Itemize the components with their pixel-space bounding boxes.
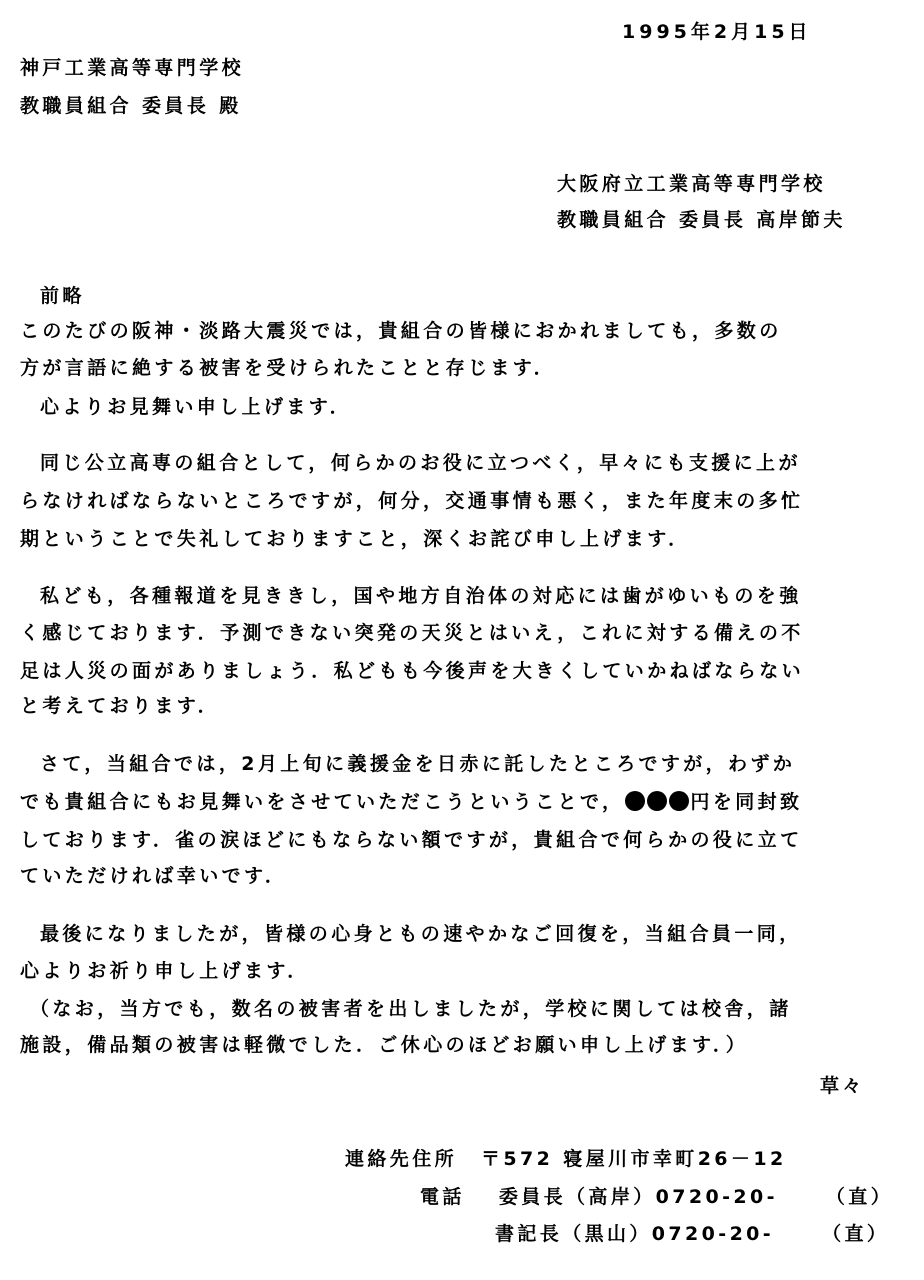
recipient-school: 神戸工業高等専門学校 (20, 57, 245, 79)
paragraph-4-line-3: しております．雀の涙ほどにもならない額ですが，貴組合で何らかの役に立て (20, 829, 803, 851)
paragraph-4-line-4: ていただければ幸いです． (20, 865, 288, 887)
phone-1-suffix: （直） (825, 1186, 894, 1208)
redacted-amount (624, 791, 690, 813)
paragraph-5-line-2: 心よりお祈り申し上げます． (20, 960, 310, 982)
paragraph-3-line-4: と考えております． (20, 695, 221, 717)
paragraph-3-line-3: 足は人災の面がありましょう．私どもも今後声を大きくしていかねばならない (20, 660, 805, 682)
address-label: 連絡先住所 (345, 1148, 458, 1170)
paragraph-1-line-3: 心よりお見舞い申し上げます． (40, 396, 353, 418)
paragraph-4-line-2 (20, 790, 802, 814)
sender-school: 大阪府立工業高等専門学校 (557, 173, 826, 195)
paragraph-4-line-2-after: 円を同封致 (690, 791, 803, 813)
phone-label: 電話 (420, 1186, 465, 1208)
contact-phone-2 (495, 1222, 889, 1246)
phone-2-suffix: （直） (822, 1223, 890, 1245)
contact-address (345, 1147, 787, 1171)
paragraph-5-line-4: 施設，備品類の被害は軽微でした．ご休心のほどお願い申し上げます．） (20, 1034, 749, 1056)
paragraph-4-line-2-before: でも貴組合にもお見舞いをさせていただこうということで， (20, 791, 625, 813)
phone-2: 書記長（黒山）0720-20- (495, 1223, 775, 1245)
closing: 草々 (820, 1075, 865, 1097)
paragraph-5-line-1: 最後になりましたが，皆様の心身ともの速やかなご回復を，当組合員一同， (40, 923, 802, 945)
paragraph-2-line-2: らなければならないところですが，何分，交通事情も悪く，また年度末の多忙 (20, 490, 804, 512)
paragraph-2-line-1: 同じ公立高専の組合として，何らかのお役に立つべく，早々にも支援に上が (40, 452, 801, 474)
paragraph-2-line-3: 期ということで失礼しておりますこと，深くお詫び申し上げます． (20, 528, 691, 550)
paragraph-1-line-2: 方が言語に絶する被害を受けられたことと存じます． (20, 357, 557, 379)
paragraph-4-line-1: さて，当組合では，2月上旬に義援金を日赤に託したところですが，わずか (40, 753, 796, 775)
address-value: 〒572 寝屋川市幸町26－12 (481, 1148, 787, 1170)
contact-phone-1 (420, 1185, 893, 1209)
letter-date: 1995年2月15日 (622, 21, 812, 43)
salutation: 前略 (40, 285, 85, 307)
recipient-title: 教職員組合 委員長 殿 (20, 95, 242, 117)
paragraph-3-line-1: 私ども，各種報道を見ききし，国や地方自治体の対応には歯がゆいものを強 (40, 585, 802, 607)
paragraph-1-line-1: このたびの阪神・淡路大震災では，貴組合の皆様におかれましても，多数の (20, 320, 782, 342)
sender-title: 教職員組合 委員長 高岸節夫 (557, 209, 846, 231)
paragraph-5-line-3: （なお，当方でも，数名の被害者を出しましたが，学校に関しては校舎，諸 (30, 998, 792, 1020)
phone-1: 委員長（高岸）0720-20- (498, 1186, 778, 1208)
paragraph-3-line-2: く感じております．予測できない突発の天災とはいえ，これに対する備えの不 (20, 622, 804, 644)
